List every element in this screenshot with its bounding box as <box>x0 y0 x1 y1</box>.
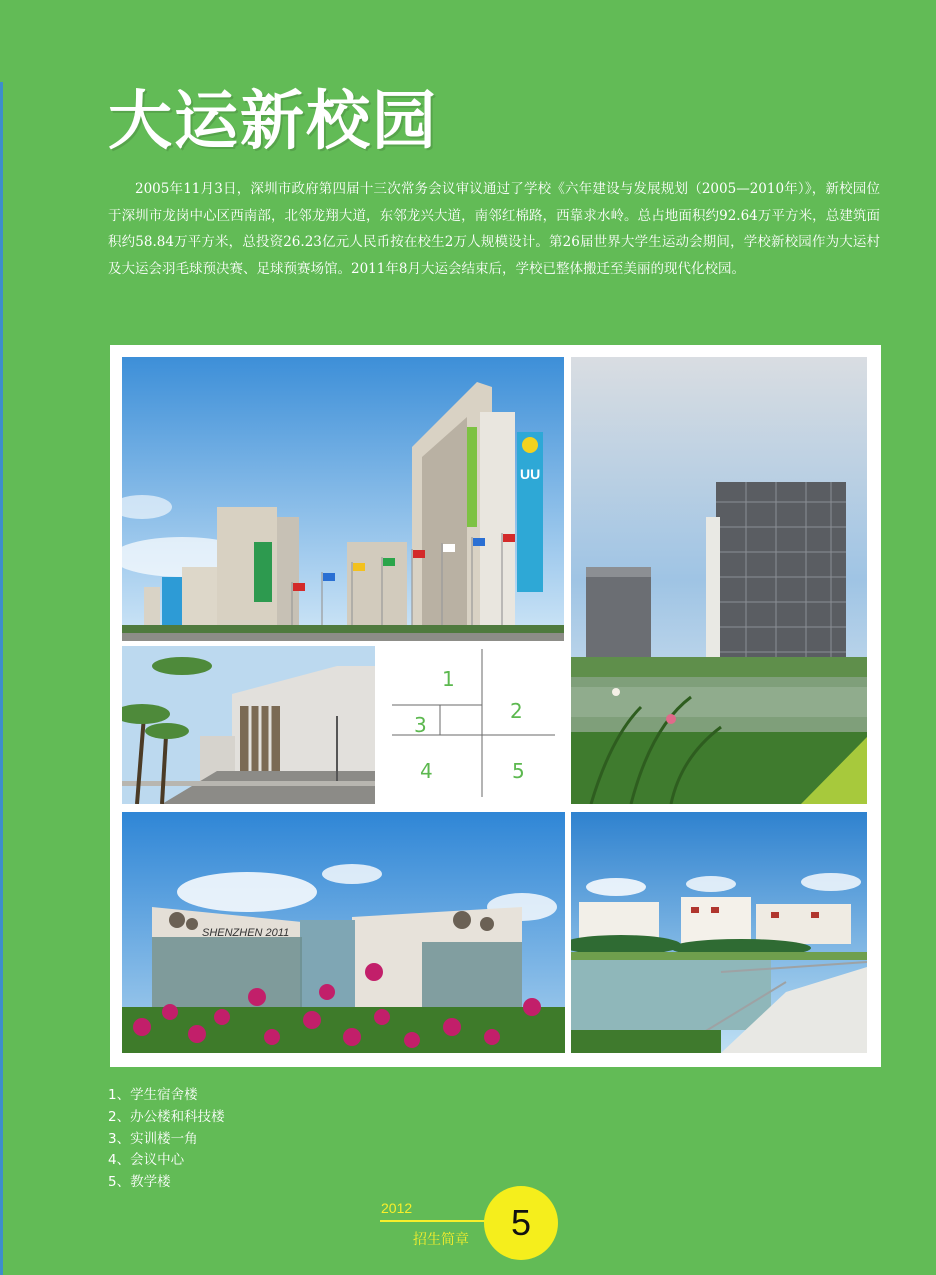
page-title: 大运新校园 <box>108 85 438 159</box>
caption-item: 1、学生宿舍楼 <box>108 1087 198 1103</box>
intro-paragraph: 2005年11月3日，深圳市政府第四届十三次常务会议审议通过了学校《六年建设与发展规划（2005—2010年）》，新校园位于深圳市龙岗中心区西南部，北邻龙翔大道，东邻龙兴大道，南邻红棉路，西靠求水岭。总占地面积约92.64万平方米，总建筑面积约58.84万平方米，总投资26.23亿元人民币按在校生2万人规模设计。第26届世界大学生运动会期间，学校新校园作为大运村及大运会羽毛球预决赛、足球预赛场馆。2011年8月大运会结束后，学校已整体搬迁至美丽的现代化校园。 <box>108 181 880 277</box>
caption-item: 4、会议中心 <box>108 1152 185 1169</box>
photo-layout-key <box>390 649 562 799</box>
uu-banner-text: UU <box>520 466 541 482</box>
photo-training-building <box>122 646 375 804</box>
page-number-badge <box>484 1186 558 1260</box>
footer-label: 招生简章 <box>413 1232 469 1248</box>
photo-teaching-building <box>571 812 867 1053</box>
photo-office-building <box>571 357 867 804</box>
key-number-4: 4 <box>420 759 433 783</box>
edge-line <box>0 82 3 1275</box>
photo-conference-center <box>122 812 565 1053</box>
key-number-2: 2 <box>510 699 523 723</box>
key-number-3: 3 <box>414 713 427 737</box>
page-number: 5 <box>510 1202 532 1243</box>
footer-divider <box>380 1220 492 1222</box>
caption-item: 2、办公楼和科技楼 <box>108 1108 225 1125</box>
caption-item: 5、教学楼 <box>108 1174 171 1191</box>
footer-year: 2012 <box>381 1200 413 1216</box>
photo-panel <box>110 345 881 1067</box>
key-number-1: 1 <box>442 667 455 691</box>
photo-captions <box>108 1085 225 1194</box>
key-number-5: 5 <box>512 759 525 783</box>
caption-item: 3、实训楼一角 <box>108 1130 198 1147</box>
photo-dormitory <box>122 357 564 641</box>
shenzhen-2011-sign: SHENZHEN 2011 <box>202 927 290 939</box>
